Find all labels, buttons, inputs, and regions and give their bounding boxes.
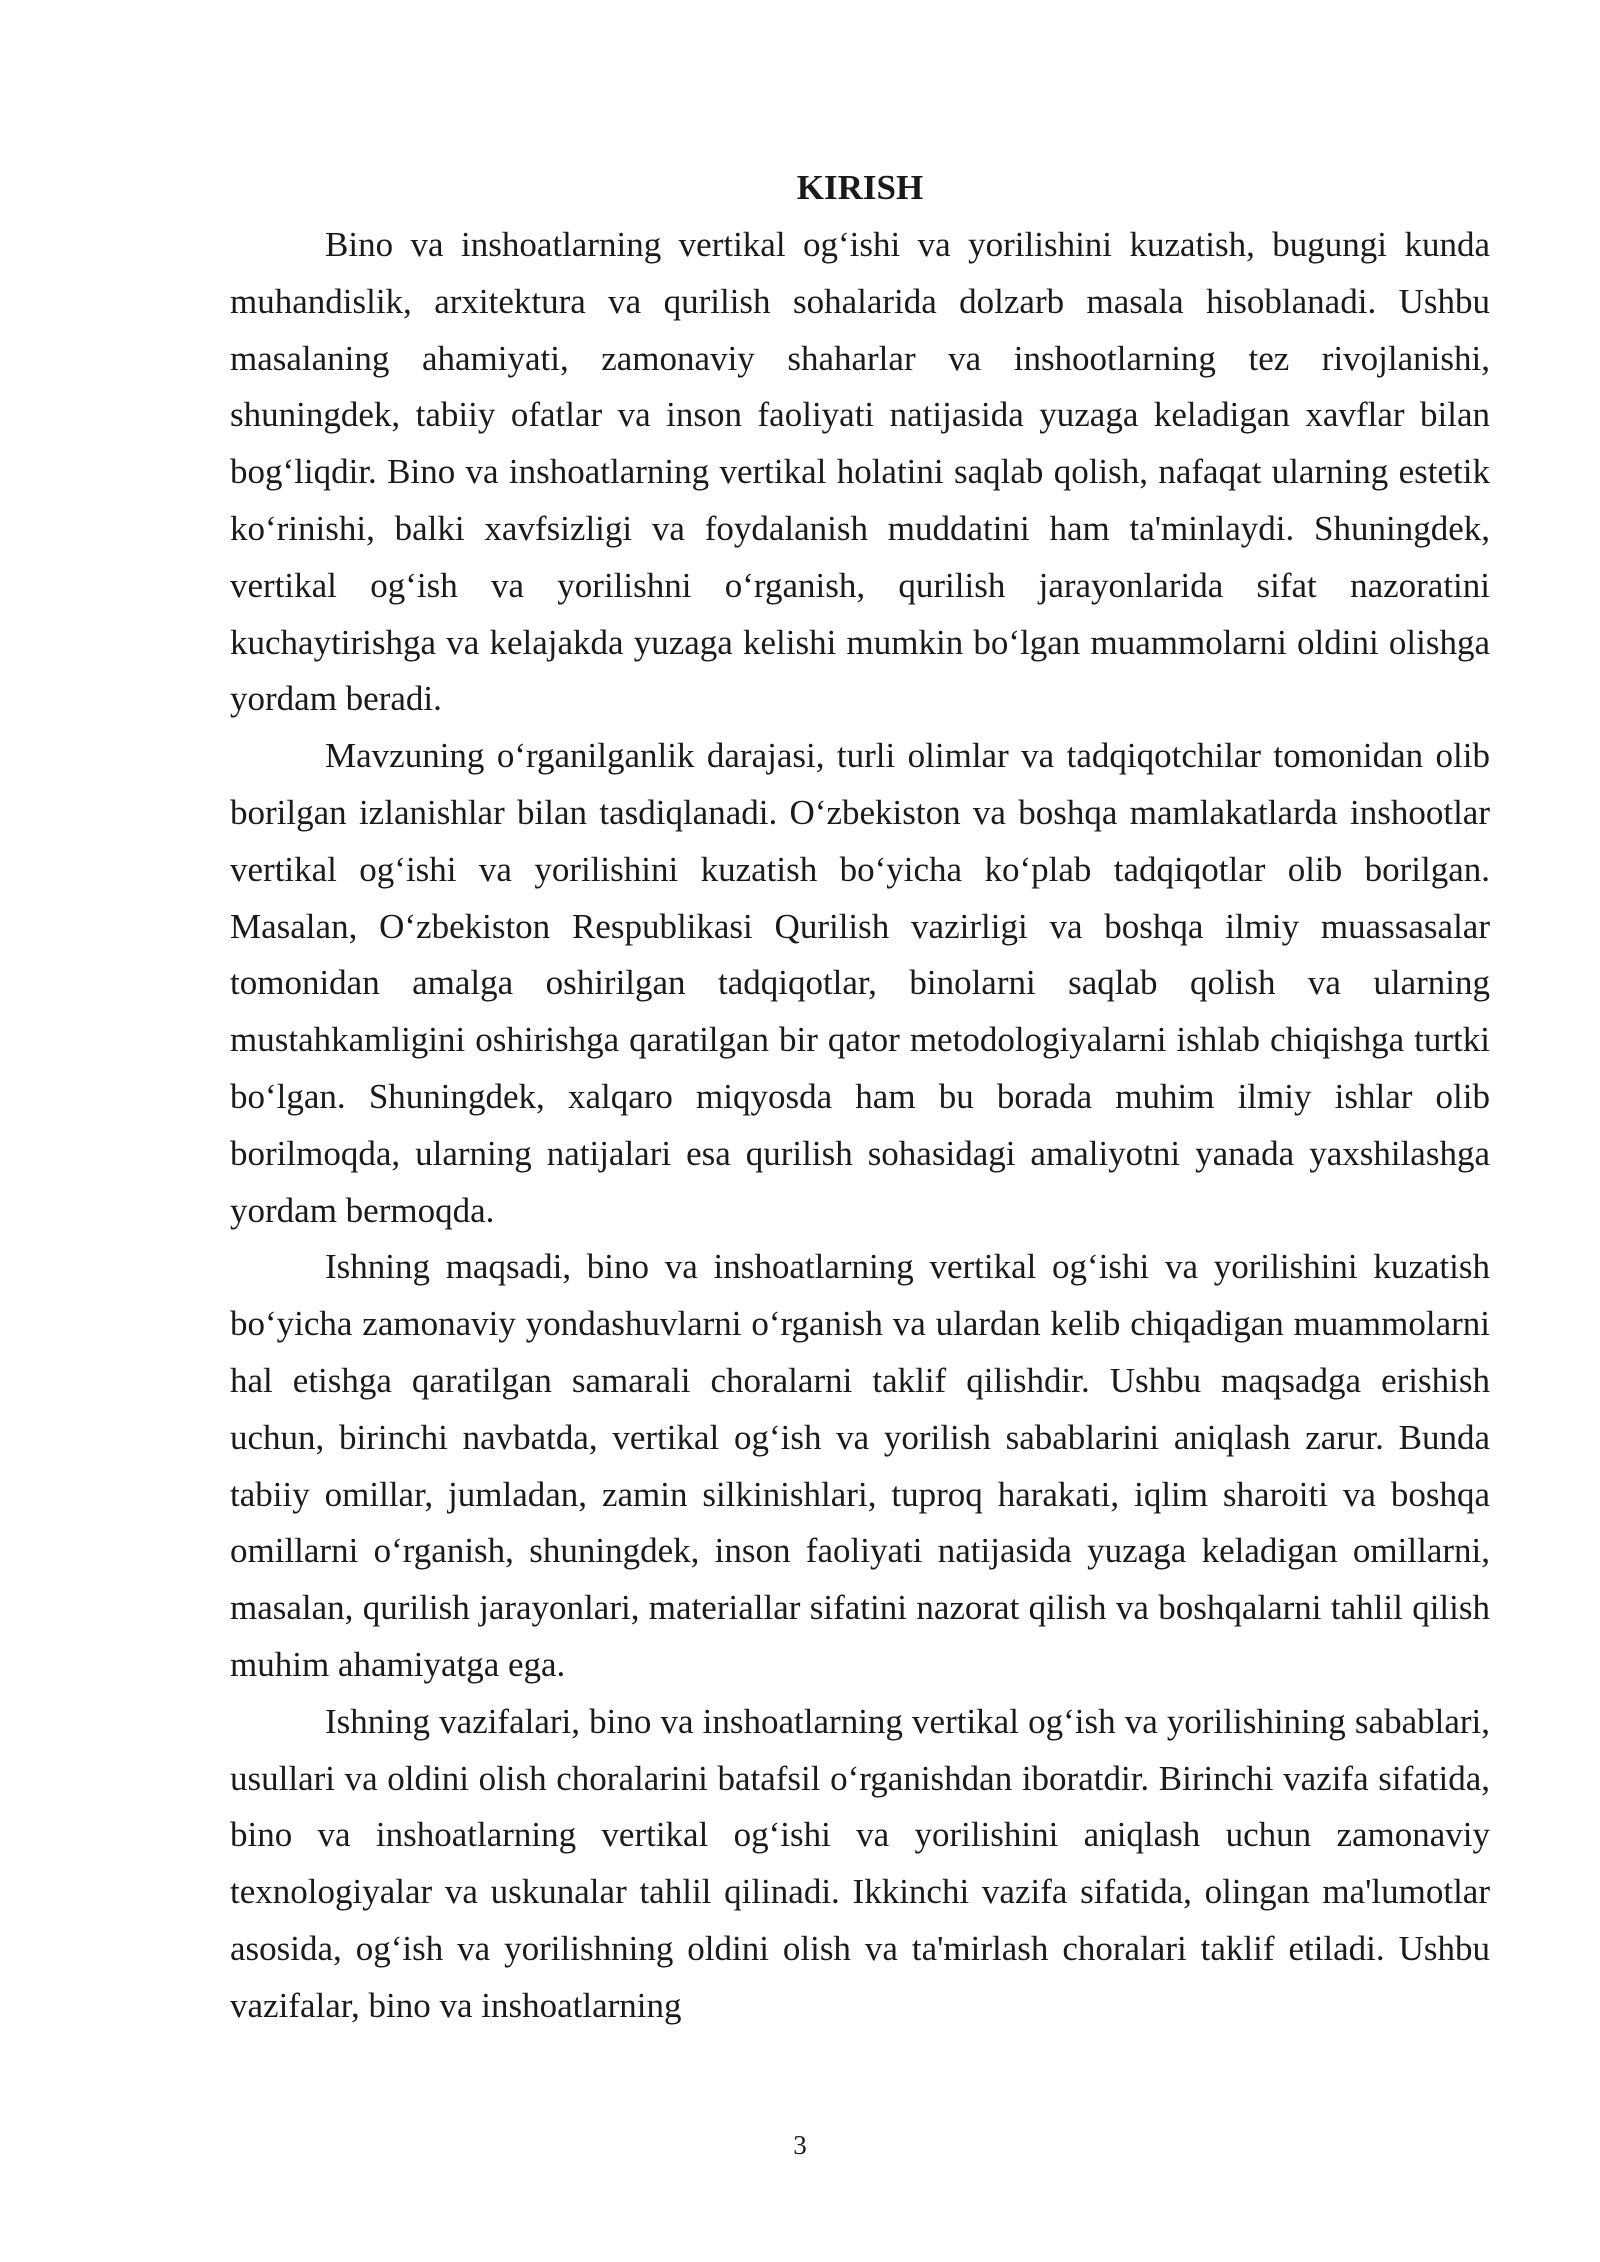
paragraph-introduction: Bino va inshoatlarning vertikal og‘ishi va yorilishini kuzatish, bugungi kunda muhandislik, arxitektura va qurilish sohalarida dolzarb masala hisoblanadi. Ushbu masalaning ahamiyati, zamonaviy shaharlar va inshootlarning tez rivojlanishi, shuningdek, tabiiy ofatlar va inson faoliyati natijasida yuzaga keladigan xavflar bilan bog‘liqdir. Bino va inshoatlarning vertikal holatini saqlab qolish, nafaqat ularning estetik ko‘rinishi, balki xavfsizligi va foydalanish muddatini ham ta'minlaydi. Shuningdek, vertikal og‘ish va yorilishni o‘rganish, qurilish jarayonlarida sifat nazoratini kuchaytirishga va kelajakda yuzaga kelishi mumkin bo‘lgan muammolarni oldini olishga yordam beradi.: [230, 225, 1490, 719]
paragraph-goal: Ishning maqsadi, bino va inshoatlarning vertikal og‘ishi va yorilishini kuzatish bo‘yicha zamonaviy yondashuvlarni o‘rganish va ulardan kelib chiqadigan muammolarni hal etishga qaratilgan samarali choralarni taklif qilishdir. Ushbu maqsadga erishish uchun, birinchi navbatda, vertikal og‘ish va yorilish sabablarini aniqlash zarur. Bunda tabiiy omillar, jumladan, zamin silkinishlari, tuproq harakati, iqlim sharoiti va boshqa omillarni o‘rganish, shuningdek, inson faoliyati natijasida yuzaga keladigan omillarni, masalan, qurilish jarayonlari, materiallar sifatini nazorat qilish va boshqalarni tahlil qilish muhim ahamiyatga ega.: [230, 1247, 1490, 1684]
paragraph-tasks: Ishning vazifalari, bino va inshoatlarning vertikal og‘ish va yorilishining sabablari, usullari va oldini olish choralarini batafsil o‘rganishdan iboratdir. Birinchi vazifa sifatida, bino va inshoatlarning vertikal og‘ishi va yorilishini aniqlash uchun zamonaviy texnologiyalar va uskunalar tahlil qilinadi. Ikkinchi vazifa sifatida, olingan ma'lumotlar asosida, og‘ish va yorilishning oldini olish va ta'mirlash choralari taklif etiladi. Ushbu vazifalar, bino va inshoatlarning: [230, 1701, 1490, 2025]
page-body: [230, 160, 1490, 2035]
page-number: 3: [793, 2130, 807, 2160]
section-title: KIRISH: [796, 168, 924, 207]
paragraph-research-state: Mavzuning o‘rganilganlik darajasi, turli olimlar va tadqiqotchilar tomonidan olib borilgan izlanishlar bilan tasdiqlanadi. O‘zbekiston va boshqa mamlakatlarda inshootlar vertikal og‘ishi va yorilishini kuzatish bo‘yicha ko‘plab tadqiqotlar olib borilgan. Masalan, O‘zbekiston Respublikasi Qurilish vazirligi va boshqa ilmiy muassasalar tomonidan amalga oshirilgan tadqiqotlar, binolarni saqlab qolish va ularning mustahkamligini oshirishga qaratilgan bir qator metodologiyalarni ishlab chiqishga turtki bo‘lgan. Shuningdek, xalqaro miqyosda ham bu borada muhim ilmiy ishlar olib borilmoqda, ularning natijalari esa qurilish sohasidagi amaliyotni yanada yaxshilashga yordam bermoqda.: [230, 736, 1490, 1230]
